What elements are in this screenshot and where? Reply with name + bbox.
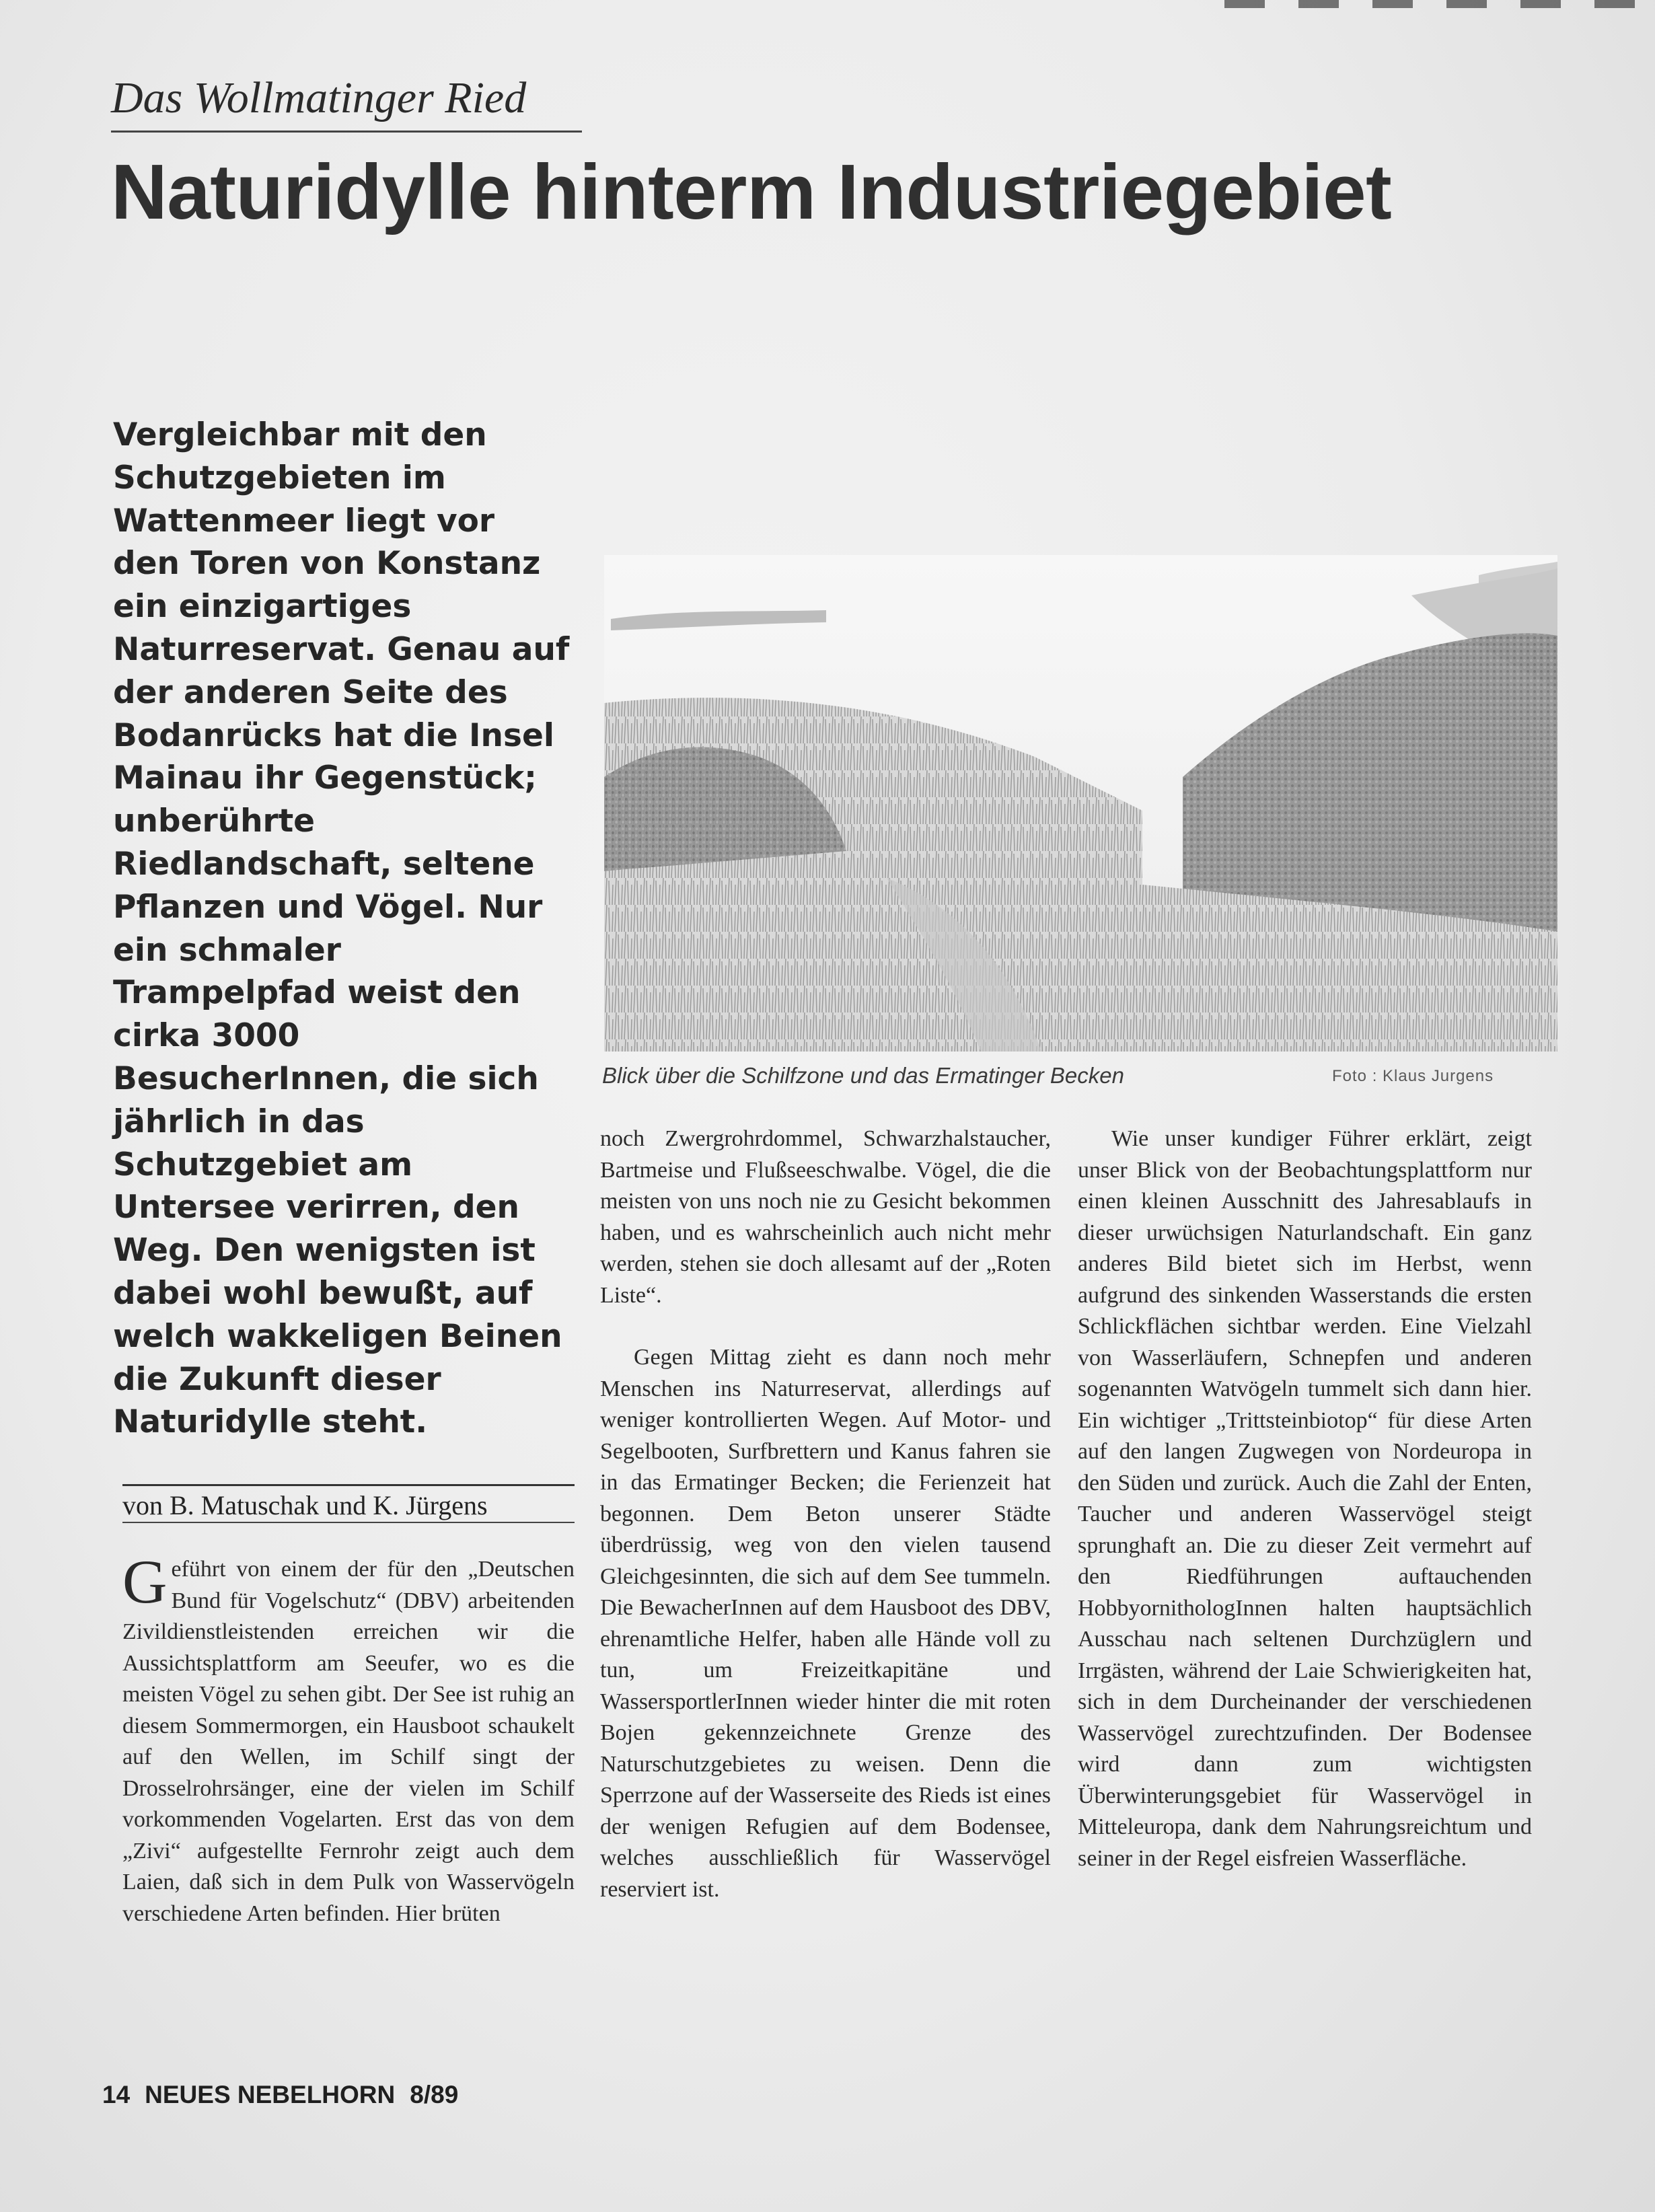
drop-cap: G	[122, 1547, 168, 1616]
photo-credit: Foto : Klaus Jurgens	[1332, 1067, 1494, 1085]
body-paragraph: Wie unser kundiger Führer erklärt, zeigt unser Blick von der Beobachtungsplattform nur einen kleinen Ausschnitt des Jahresablaufs in dieser urwüchsigen Naturlandschaft. Ein ganz anderes Bild bietet sich im Herbst, wenn aufgrund des sinkenden Wasserstands die ersten Schlickflächen sichtbar werden. Eine Vielzahl von Wasserläufern, Schnepfen und anderen sogenannten Watvögeln tummelt sich dann hier. Ein wichtiger „Trittsteinbiotop“ für diese Arten auf den langen Zugwegen von Nordeuropa in den Süden und zurück. Auch die Zahl der Enten, Taucher und anderen Wasservögel steigt sprunghaft an. Die zu dieser Zeit vermehrt auf den Riedführungen auftauchenden HobbyornithologInnen halten hauptsächlich Ausschau nach seltenen Durchzüglern und Irrgästen, während der Laie Schwierigkeiten hat, sich in dem Durcheinander der verschiedenen Wasservögel zurechtzufinden. Der Bodensee wird dann zum wichtigsten Überwinterungsgebiet für Wasservögel in Mitteleuropa, dank dem Nahrungsreichtum und seiner in der Regel eisfreien Wasserfläche.	[1078, 1126, 1532, 1871]
lead-paragraph: Vergleichbar mit den Schutzgebieten im Wattenmeer liegt vor den Toren von Konstanz ein einzigartiges Naturreservat. Genau auf der anderen Seite des Bodanrücks hat die Insel Mainau ihr Gegenstück; unberührte Riedlandschaft, seltene Pflanzen und Vögel. Nur ein schmaler Trampelpfad weist den cirka 3000 BesucherInnen, die sich jährlich in das Schutzgebiet am Untersee verirren, den Weg. Den wenigsten ist dabei wohl bewußt, auf welch wakkeligen Beinen die Zukunft dieser Naturidylle steht.	[113, 416, 570, 1441]
page-footer	[102, 2081, 573, 2109]
kicker-title: Das Wollmatinger Ried	[111, 73, 527, 122]
body-paragraph: noch Zwergrohrdommel, Schwarzhalstaucher, Bartmeise und Flußseeschwalbe. Vögel, die die meisten von uns noch nie zu Gesicht bekommen haben, und es wahrscheinlich auch nicht mehr werden, stehen sie doch allesamt auf der „Roten Liste“.	[600, 1126, 1051, 1308]
body-paragraph: Gegen Mittag zieht es dann noch mehr Menschen ins Naturreservat, allerdings auf weniger kontrollierten Wegen. Auf Motor- und Segelbooten, Surfbrettern und Kanus fahren sie in das Ermatinger Becken; die Ferienzeit hat begonnen. Dem Beton unserer Städte überdrüssig, weg von den vielen tausend Gleichgesinnten, die sich auf dem See tummeln. Die BewacherInnen auf dem Hausboot des DBV, ehrenamtliche Helfer, haben alle Hände voll zu tun, um Freizeitkapitäne und WassersportlerInnen wieder hinter die mit roten Bojen gekennzeichnete Grenze des Naturschutzgebietes zu weisen. Denn die Sperrzone auf der Wasserseite des Rieds ist eines der wenigen Refugien auf dem Bodensee, welches ausschließlich für Wasservögel reserviert ist.	[600, 1345, 1051, 1902]
issue-number: 8/89	[410, 2081, 459, 2108]
body-column-2	[600, 1123, 1051, 1905]
body-column-1	[122, 1547, 575, 1929]
reed-landscape-photo	[604, 555, 1557, 1052]
magazine-name: NEUES NEBELHORN	[145, 2081, 396, 2108]
photo-caption: Blick über die Schilfzone und das Ermatinger Becken	[602, 1063, 1124, 1088]
headline: Naturidylle hinterm Industriegebiet	[111, 148, 1392, 235]
kicker-underline	[111, 131, 582, 133]
body-paragraph	[122, 1547, 575, 1929]
scan-edge-marks	[1224, 0, 1655, 8]
photo-illustration	[604, 555, 1557, 1052]
page-number: 14	[102, 2081, 131, 2108]
byline-underline	[122, 1522, 575, 1523]
byline-rule	[122, 1484, 575, 1486]
body-text: eführt von einem der für den „Deutschen Bund für Vogelschutz“ (DBV) arbeitenden Zivildienstleistenden erreichen wir die Aussichtsplattform am Seeufer, wo es die meisten Vögel zu sehen gibt. Der See ist ruhig an diesem Sommermorgen, ein Hausboot schaukelt auf den Wellen, im Schilf singt der Drosselrohrsänger, eine der vielen im Schilf vorkommenden Vogelarten. Erst das von dem „Zivi“ aufgestellte Fernrohr zeigt auch dem Laien, daß sich in dem Pulk von Wasservögeln verschiedene Arten befinden. Hier brüten	[122, 1557, 575, 1926]
byline: von B. Matuschak und K. Jürgens	[122, 1490, 488, 1520]
body-column-3	[1078, 1123, 1532, 1874]
